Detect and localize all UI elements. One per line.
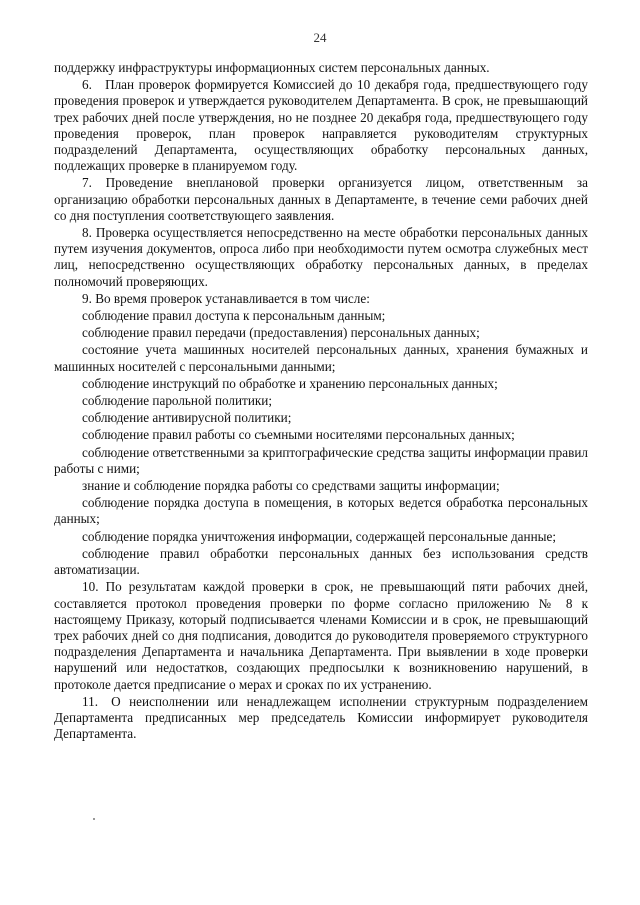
paragraph: состояние учета машинных носителей персональных данных, хранения бумажных и машинных носителей с персональными данными; <box>54 342 588 374</box>
paragraph: соблюдение ответственными за криптографические средства защиты информации правил работы с ними; <box>54 444 588 476</box>
paragraph: соблюдение правил передачи (предоставления) персональных данных; <box>82 325 480 341</box>
paragraph: знание и соблюдение порядка работы со средствами защиты информации; <box>82 478 500 494</box>
paragraph: 6. План проверок формируется Комиссией до 10 декабря года, предшествующего году проведения проверок и утверждается руководителем Департамента. В срок, не превышающий трех рабочих дней после утверждения, но не позднее 20 декабря года, предшествующего году проведения проверок, план проверок направляется руководителям структурных подразделений Департамента, осуществляющих обработку персональных данных, подлежащих проверке в планируемом году. <box>54 77 588 174</box>
page-number: 24 <box>313 30 327 45</box>
paragraph: соблюдение инструкций по обработке и хранению персональных данных; <box>82 375 498 391</box>
paragraph: соблюдение парольной политики; <box>82 393 273 409</box>
paragraph: 11. О неисполнении или ненадлежащем исполнении структурным подразделением Департамента предписанных мер председатель Комиссии информирует руководителя Департамента. <box>54 693 588 742</box>
paragraph: соблюдение правил доступа к персональным данным; <box>82 308 386 324</box>
paragraph: 9. Во время проверок устанавливается в том числе: <box>82 290 370 306</box>
scan-artifact-dot <box>93 818 95 820</box>
paragraph: поддержку инфраструктуры информационных систем персональных данных. <box>54 60 490 75</box>
paragraph: соблюдение правил работы со съемными носителями персональных данных; <box>82 427 515 443</box>
paragraph: 8. Проверка осуществляется непосредственно на месте обработки персональных данных путем изучения документов, опроса либо при необходимости путем осмотра служебных мест лиц, непосредственно осуществляющих обработку персональных данных, в пределах полномочий проверяющих. <box>54 225 588 289</box>
paragraph: соблюдение порядка доступа в помещения, в которых ведется обработка персональных данных; <box>54 495 588 527</box>
paragraph: соблюдение порядка уничтожения информации, содержащей персональные данные; <box>82 528 557 544</box>
paragraph: 10. По результатам каждой проверки в срок, не превышающий пяти рабочих дней, составляется протокол проведения проверки по форме согласно приложению № 8 к настоящему Приказу, который подписывается членами Комиссии и в срок, не превышающий трех рабочих дней со дня подписания, доводится до руководителя проверяемого структурного подразделения Департамента и начальника Департамента. При выявлении в ходе проверки нарушений или недостатков, создающих предпосылки к возникновению нарушений, в протоколе дается предписание о мерах и сроках по их устранению. <box>54 579 588 692</box>
paragraph: соблюдение правил обработки персональных данных без использования средств автоматизации. <box>54 545 588 578</box>
document-body <box>54 60 588 742</box>
paragraph: соблюдение антивирусной политики; <box>82 410 292 426</box>
paragraph: 7. Проведение внеплановой проверки организуется лицом, ответственным за организацию обработки персональных данных в Департаменте, в течение семи рабочих дней со дня поступления соответствующего заявления. <box>54 175 588 223</box>
